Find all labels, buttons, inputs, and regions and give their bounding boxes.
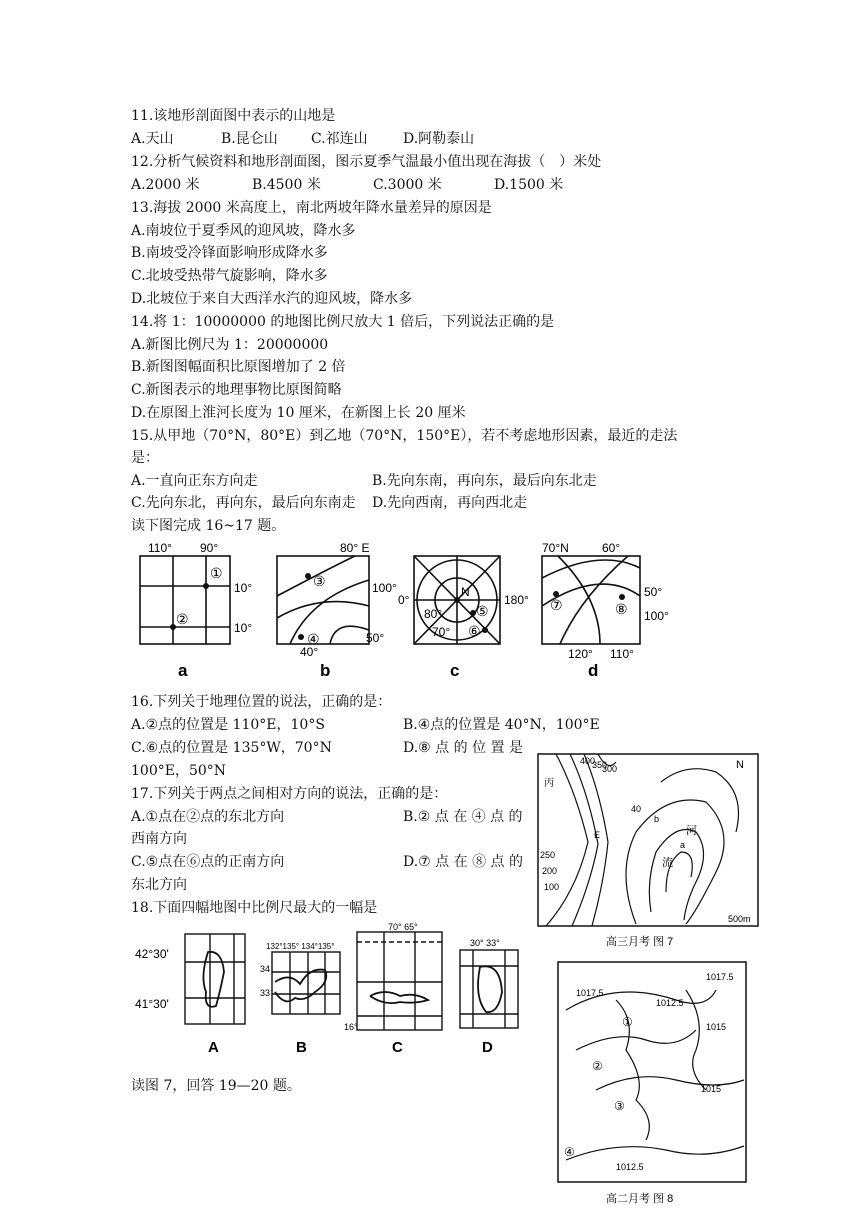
map18-lat-top: 42°30' [135,947,169,961]
contour-mark-nei: 丙 [544,778,554,789]
contour-map-figure [536,752,760,950]
map18-caption-a: A [208,1039,219,1056]
point-4-label: ④ [307,631,320,647]
map18-caption-d: D [482,1039,493,1056]
contour-40: 40 [631,804,642,814]
q12-option-b: B.4500 米 [252,177,321,193]
map-b-lon1: 100° [372,581,397,595]
map18-caption-c: C [392,1039,403,1056]
q16-option-b: B.④点的位置是 40°N，100°E [403,717,600,733]
pressure-1017-5-a: 1017.5 [576,988,604,998]
pressure-caption: 高二月考 图 8 [606,1193,674,1205]
point-1-label: ① [210,565,223,581]
contour-250: 250 [540,850,556,860]
q11-option-c: C.祁连山 [311,131,368,147]
map-d-top1: 70°N [542,541,569,555]
q17-option-d-cont: 东北方向 [131,877,187,893]
q13-option-a: A.南坡位于夏季风的迎风坡，降水多 [131,223,356,239]
map-d-bottom2: 110° [610,647,634,661]
q16-option-d-cont: 100°E，50°N [131,763,227,779]
pressure-point-2: ② [592,1059,603,1073]
map18-c-lons: 70° 65° [388,922,418,932]
q15-stem-cont: 是： [131,450,159,466]
map-c-70: 70° [432,625,451,639]
q15-option-a: A.一直向正东方向走 [131,473,258,489]
point-8-label: ⑧ [615,601,628,617]
map-a-lon2: 90° [200,541,219,555]
map-b-lat2: 50° [366,631,385,645]
read-instruction-16-17: 读下图完成 16~17 题。 [131,518,286,534]
q15-option-b: B.先向东南，再向东，最后向东北走 [372,473,597,489]
pressure-1012-5-a: 1012.5 [656,998,684,1008]
map18-b-lat2: 33 [260,988,271,998]
map-d-caption: d [588,661,599,680]
point-7-label: ⑦ [550,597,563,613]
map-a-lon1: 110° [148,541,172,555]
q13-option-b: B.南坡受冷锋面影响形成降水多 [131,245,328,261]
contour-river-he: 河 [686,825,697,837]
contour-caption: 高三月考 图 7 [606,936,674,948]
map18-b-lons: 132°135° 134°135° [266,942,335,951]
contour-scale: 500m [728,914,751,924]
pressure-point-1: ① [622,1015,633,1029]
graticule-figure [130,538,690,684]
map-d-bottom1: 120° [568,647,593,661]
q14-option-b: B.新图图幅面积比原图增加了 2 倍 [131,359,346,375]
q16-stem: 16.下列关于地理位置的说法，正确的是： [131,694,392,710]
q12-option-c: C.3000 米 [373,177,442,193]
q16-option-a: A.②点的位置是 110°E，10°S [131,717,325,733]
pressure-1012-5-b: 1012.5 [616,1162,644,1172]
map-b [277,556,369,644]
contour-350: 350 [592,760,608,770]
point-1-dot [203,583,209,589]
q17-option-c: C.⑤点在⑥点的正南方向 [131,854,285,870]
map18-c-lat: 16° [344,1022,358,1032]
pressure-map-figure [556,960,754,1208]
map-d-right2: 100° [644,609,669,623]
q16-option-d: D.⑧ 点 的 位 置 是 [403,740,523,756]
point-6-label: ⑥ [468,623,481,639]
contour-mark-b: b [654,814,660,824]
pressure-point-3: ③ [614,1099,625,1113]
map-b-lon2: 40° [300,645,319,659]
pressure-1015-b: 1015 [706,1022,727,1032]
q13-option-d: D.北坡位于来自大西洋水汽的迎风坡，降水多 [131,291,413,307]
q11-option-d: D.阿勒泰山 [403,131,475,147]
read-instruction-19-20: 读图 7，回答 19—20 题。 [131,1078,301,1094]
q14-option-c: C.新图表示的地理事物比原图简略 [131,382,342,398]
pressure-point-4: ④ [564,1145,575,1159]
contour-river-liu: 流 [662,857,673,869]
q15-stem: 15.从甲地（70°N，80°E）到乙地（70°N，150°E），若不考虑地形因素，最近的走法 [131,428,678,444]
map18-d-lons: 30° 33° [470,938,500,948]
map-c-west: 0° [398,593,410,607]
contour-100: 100 [544,882,560,892]
map-c-80: 80° [424,607,443,621]
map-a-lat2: 10° [234,621,253,635]
map-a-caption: a [178,661,188,680]
contour-mark-a: a [680,840,686,850]
q13-stem: 13.海拔 2000 米高度上，南北两坡年降水量差异的原因是 [131,200,492,216]
q17-option-d: D.⑦ 点 在 ⑧ 点 的 [403,854,523,870]
pressure-1015-a: 1015 [701,1084,722,1094]
q11-stem: 11.该地形剖面图中表示的山地是 [131,108,336,124]
q18-stem: 18.下面四幅地图中比例尺最大的一幅是 [131,900,378,916]
q15-option-c: C.先向东北，再向东，最后向东南走 [131,495,356,511]
point-5-label: ⑤ [476,603,489,619]
contour-300: 300 [602,764,618,774]
q14-option-d: D.在原图上淮河长度为 10 厘米，在新图上长 20 厘米 [131,405,466,421]
q17-option-a: A.①点在②点的东北方向 [131,809,285,825]
q12-option-a: A.2000 米 [131,177,200,193]
map-b-caption: b [320,661,331,680]
q12-option-d: D.1500 米 [494,177,564,193]
map-c-north: N [461,585,470,599]
q11-option-a: A.天山 [131,131,174,147]
q15-option-d: D.先向西南，再向西北走 [372,495,528,511]
map-d-top2: 60° [602,541,621,555]
map18-lat-bot: 41°30' [135,997,169,1011]
contour-400: 400 [580,756,596,766]
q17-option-b-cont: 西南方向 [131,831,187,847]
contour-200: 200 [542,866,558,876]
point-3-label: ③ [313,573,326,589]
q16-option-c: C.⑥点的位置是 135°W，70°N [131,740,332,756]
q14-stem: 14.将 1：10000000 的地图比例尺放大 1 倍后，下列说法正确的是 [131,314,555,330]
map-c-caption: c [450,661,460,680]
contour-mark-e: E [594,830,601,840]
map-a-lat1: 10° [234,581,253,595]
map18-b-lat1: 34 [260,964,271,974]
pressure-1017-5-b: 1017.5 [706,972,734,982]
map-d-right1: 50° [644,585,663,599]
map-b-lat: 80° E [340,541,370,555]
q17-option-b: B.② 点 在 ④ 点 的 [403,809,523,825]
q13-option-c: C.北坡受热带气旋影响，降水多 [131,268,328,284]
q12-stem: 12.分析气候资料和地形剖面图，图示夏季气温最小值出现在海拔（ ）米处 [131,154,602,170]
q17-stem: 17.下列关于两点之间相对方向的说法，正确的是： [131,786,448,802]
q14-option-a: A.新图比例尺为 1：20000000 [131,337,329,353]
map18-caption-b: B [296,1039,307,1056]
map-c-east: 180° [504,593,529,607]
contour-north: N [736,759,744,771]
scale-maps-figure [130,922,530,1067]
q11-option-b: B.昆仑山 [221,131,278,147]
point-2-label: ② [176,611,189,627]
